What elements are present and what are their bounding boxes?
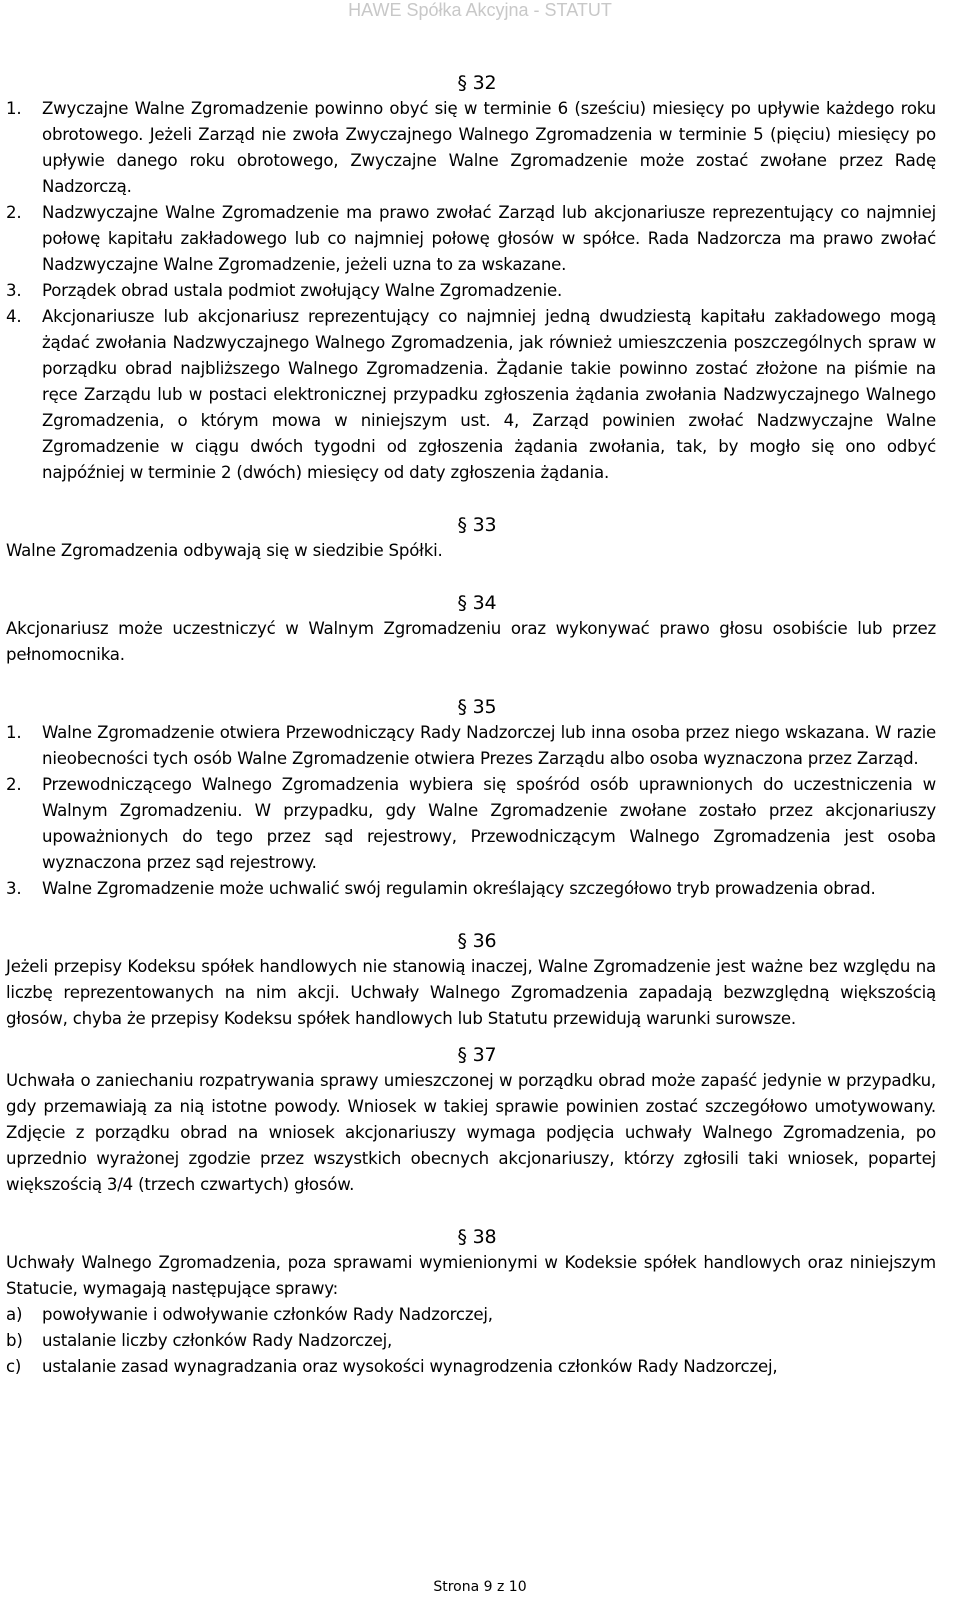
document-body — [6, 70, 936, 1380]
list-item — [6, 304, 936, 486]
list-item — [6, 200, 936, 278]
list-item — [6, 772, 936, 876]
section-heading-33: § 33 — [457, 514, 497, 536]
section-heading-35: § 35 — [457, 696, 497, 718]
item-number: 1. — [6, 723, 22, 742]
section-37-text: Uchwała o zaniechaniu rozpatrywania sprawy umieszczonej w porządku obrad może zapaść jedynie w przypadku, gdy przemawiają za nią istotne powody. Wniosek w takiej sprawie powinien zostać szczegółowo umotywowany. Zdjęcie z porządku obrad na wniosek akcjonariuszy wymaga podjęcia uchwały Walnego Zgromadzenia, po uprzednio wyrażonej zgodzie przez wszystkich obecnych akcjonariuszy, którzy zgłosili taki wniosek, popartej większością 3/4 (trzech czwartych) głosów. — [6, 1071, 936, 1194]
section-36-text: Jeżeli przepisy Kodeksu spółek handlowych nie stanowią inaczej, Walne Zgromadzenie jest ważne bez względu na liczbę reprezentowanych na nim akcji. Uchwały Walnego Zgromadzenia zapadają bezwzględną większością głosów, chyba że przepisy Kodeksu spółek handlowych lub Statutu przewidują warunki surowsze. — [6, 957, 936, 1028]
list-item — [6, 1328, 936, 1354]
section-38-text: Uchwały Walnego Zgromadzenia, poza sprawami wymienionymi w Kodeksie spółek handlowych oraz niniejszym Statucie, wymagają następujące sprawy: — [6, 1253, 936, 1298]
item-text: ustalanie zasad wynagradzania oraz wysokości wynagrodzenia członków Rady Nadzorczej, — [42, 1357, 778, 1376]
section-heading-34: § 34 — [457, 592, 497, 614]
item-text: Nadzwyczajne Walne Zgromadzenie ma prawo zwołać Zarząd lub akcjonariusze reprezentujący co najmniej połowę kapitału zakładowego lub co najmniej połowę głosów w spółce. Rada Nadzorcza ma prawo zwołać Nadzwyczajne Walne Zgromadzenie, jeżeli uzna to za wskazane. — [42, 203, 936, 274]
item-text: Przewodniczącego Walnego Zgromadzenia wybiera się spośród osób uprawnionych do uczestniczenia w Walnym Zgromadzeniu. W przypadku, gdy Walne Zgromadzenie zwołane zostało przez akcjonariuszy upoważnionych do tego przez sąd rejestrowy, Przewodniczącym Walnego Zgromadzenia jest osoba wyznaczona przez sąd rejestrowy. — [42, 775, 936, 872]
list-item — [6, 720, 936, 772]
item-number: 4. — [6, 307, 22, 326]
item-text: Walne Zgromadzenie otwiera Przewodniczący Rady Nadzorczej lub inna osoba przez niego wskazana. W razie nieobecności tych osób Walne Zgromadzenie otwiera Prezes Zarządu albo osoba wyznaczona przez Zarząd. — [42, 723, 936, 768]
item-text: ustalanie liczby członków Rady Nadzorczej, — [42, 1331, 393, 1350]
item-text: Porządek obrad ustala podmiot zwołujący Walne Zgromadzenie. — [42, 281, 563, 300]
item-letter: a) — [6, 1305, 23, 1324]
page-header: HAWE Spółka Akcyjna - STATUT — [348, 0, 612, 20]
list-item — [6, 278, 936, 304]
list-item — [6, 96, 936, 200]
section-heading-36: § 36 — [457, 930, 497, 952]
item-text: Zwyczajne Walne Zgromadzenie powinno obyć się w terminie 6 (sześciu) miesięcy po upływie każdego roku obrotowego. Jeżeli Zarząd nie zwoła Zwyczajnego Walnego Zgromadzenia w terminie 5 (pięciu) miesięcy po upływie danego roku obrotowego, Zwyczajne Walne Zgromadzenie może zostać zwołane przez Radę Nadzorczą. — [42, 99, 936, 196]
item-number: 3. — [6, 281, 22, 300]
item-text: powoływanie i odwoływanie członków Rady Nadzorczej, — [42, 1305, 493, 1324]
item-number: 2. — [6, 775, 22, 794]
section-heading-37: § 37 — [457, 1044, 497, 1066]
item-number: 1. — [6, 99, 22, 118]
section-38-list — [6, 1302, 936, 1380]
page-footer: Strona 9 z 10 — [433, 1579, 527, 1595]
section-32-list — [6, 96, 936, 486]
list-item — [6, 1302, 936, 1328]
list-item — [6, 876, 936, 902]
item-text: Walne Zgromadzenie może uchwalić swój regulamin określający szczegółowo tryb prowadzenia obrad. — [42, 879, 876, 898]
item-letter: b) — [6, 1331, 23, 1350]
section-heading-32: § 32 — [457, 72, 497, 94]
item-text: Akcjonariusze lub akcjonariusz reprezentujący co najmniej jedną dwudziestą kapitału zakładowego mogą żądać zwołania Nadzwyczajnego Walnego Zgromadzenia, jak również umieszczenia poszczególnych spraw w porządku obrad najbliższego Walnego Zgromadzenia. Żądanie takie powinno zostać złożone na piśmie na ręce Zarządu lub w postaci elektronicznej przypadku zgłoszenia żądania zwołania Nadzwyczajnego Walnego Zgromadzenia, o którym mowa w niniejszym ust. 4, Zarząd powinien zwołać Nadzwyczajne Walne Zgromadzenie w ciągu dwóch tygodni od zgłoszenia żądania zwołania, tak, by mogło się ono odbyć najpóźniej w terminie 2 (dwóch) miesięcy od daty zgłoszenia żądania. — [42, 307, 936, 482]
item-number: 2. — [6, 203, 22, 222]
list-item — [6, 1354, 936, 1380]
item-number: 3. — [6, 879, 22, 898]
section-34-text: Akcjonariusz może uczestniczyć w Walnym Zgromadzeniu oraz wykonywać prawo głosu osobiście lub przez pełnomocnika. — [6, 619, 936, 664]
section-33-text: Walne Zgromadzenia odbywają się w siedzibie Spółki. — [6, 541, 443, 560]
section-35-list — [6, 720, 936, 902]
item-letter: c) — [6, 1357, 22, 1376]
section-heading-38: § 38 — [457, 1226, 497, 1248]
